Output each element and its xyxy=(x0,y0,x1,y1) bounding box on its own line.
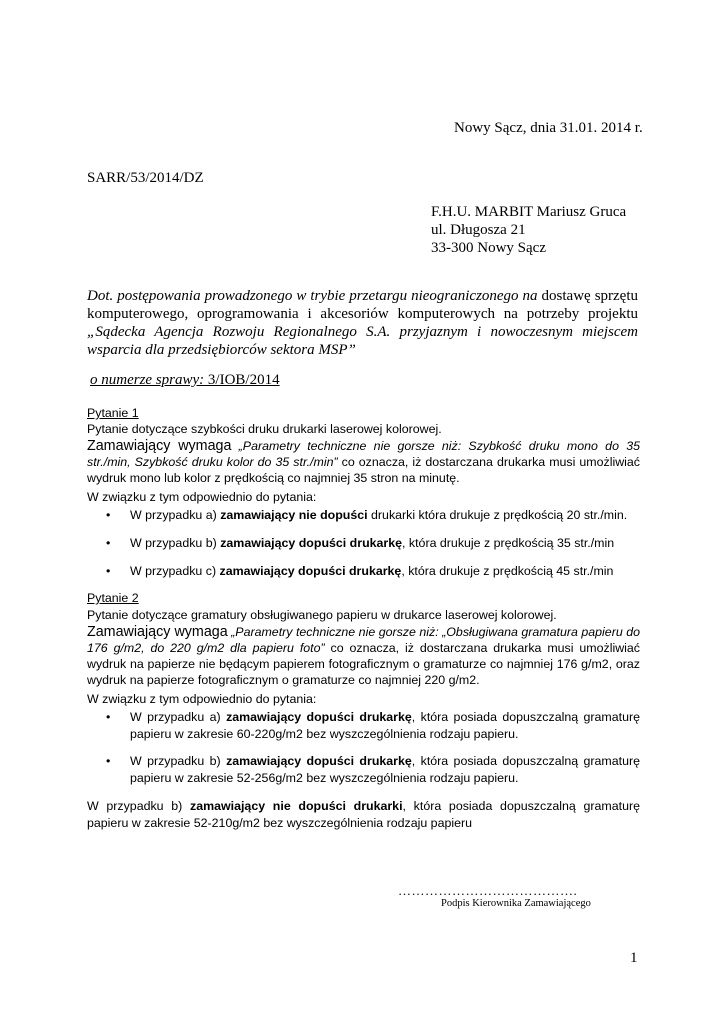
q1-question: Pytanie dotyczące szybkości druku drukarki laserowej kolorowej. xyxy=(87,422,442,436)
q2-lead-in: W związku z tym odpowiednio do pytania: xyxy=(87,692,317,706)
letter-date: Nowy Sącz, dnia 31.01. 2014 r. xyxy=(454,120,643,136)
subject-paragraph xyxy=(87,287,638,359)
bullet-icon: • xyxy=(106,536,111,550)
subject-project: „Sądecka Agencja Rozwoju Regionalnego S.A. przyjaznym i nowoczesnym miejscem wsparcia dla przedsiębiorców sektora MSP” xyxy=(87,324,638,358)
bullet-icon: • xyxy=(106,710,111,724)
q2-req-lead: Zamawiający wymaga xyxy=(87,624,228,640)
page-number: 1 xyxy=(630,950,638,966)
subject-lead: Dot. postępowania prowadzonego w trybie przetargu nieograniczonego na xyxy=(87,288,538,304)
case-label: o numerze sprawy: xyxy=(90,372,205,388)
recipient-address xyxy=(431,203,626,257)
q2-question: Pytanie dotyczące gramatury obsługiwanego papieru w drukarce laserowej kolorowej. xyxy=(87,608,557,622)
q1-requirement xyxy=(87,438,640,486)
reference-number: SARR/53/2014/DZ xyxy=(87,170,204,186)
q1-lead-in: W związku z tym odpowiednio do pytania: xyxy=(87,490,317,504)
signature-label: Podpis Kierownika Zamawiającego xyxy=(441,898,591,909)
subject-body: dostawę sprzętu komputerowego, oprogramowania i akcesoriów komputerowych na potrzeby projektu xyxy=(87,288,639,322)
q2-closing: W przypadku b) zamawiający nie dopuści drukarki, która posiada dopuszczalną gramaturę papieru w zakresie 52-210g/m2 bez wyszczególnienia rodzaju papieru xyxy=(87,799,640,830)
q2-heading: Pytanie 2 xyxy=(87,591,139,605)
q1-req-quote: „Parametry techniczne nie gorsze niż: Szybkość druku mono do 35 str./min, Szybkość druku kolor do 35 str./min” xyxy=(87,439,640,469)
bullet-icon: • xyxy=(106,564,111,578)
case-number xyxy=(90,372,280,389)
bullet-icon: • xyxy=(106,754,111,768)
q2-req-rest: co oznacza, iż dostarczana drukarka musi umożliwiać wydruk na papierze nie będącym papierem fotograficznym o gramaturze co najmniej 176 g/m2, oraz wydruk na papierze fotograficznym o gramaturze co najmniej 220 g/m2. xyxy=(87,641,640,687)
case-value: 3/IOB/2014 xyxy=(204,372,280,388)
bullet-icon: • xyxy=(106,508,111,522)
recipient-city: 33-300 Nowy Sącz xyxy=(431,240,546,256)
recipient-street: ul. Długosza 21 xyxy=(431,222,526,238)
q1-heading: Pytanie 1 xyxy=(87,406,139,420)
recipient-name: F.H.U. MARBIT Mariusz Gruca xyxy=(431,204,627,220)
q1-req-rest: co oznacza, iż dostarczana drukarka musi umożliwiać wydruk mono lub kolor z prędkością co najmniej 35 stron na minutę. xyxy=(87,455,640,485)
q2-requirement xyxy=(87,624,640,688)
q2-req-quote: „Parametry techniczne nie gorsze niż: „Obsługiwana gramatura papieru do 176 g/m2, do 220 g/m2 dla papieru foto” xyxy=(87,625,640,655)
q1-req-lead: Zamawiający wymaga xyxy=(87,438,232,454)
signature-line: …………………………………. xyxy=(398,883,578,898)
